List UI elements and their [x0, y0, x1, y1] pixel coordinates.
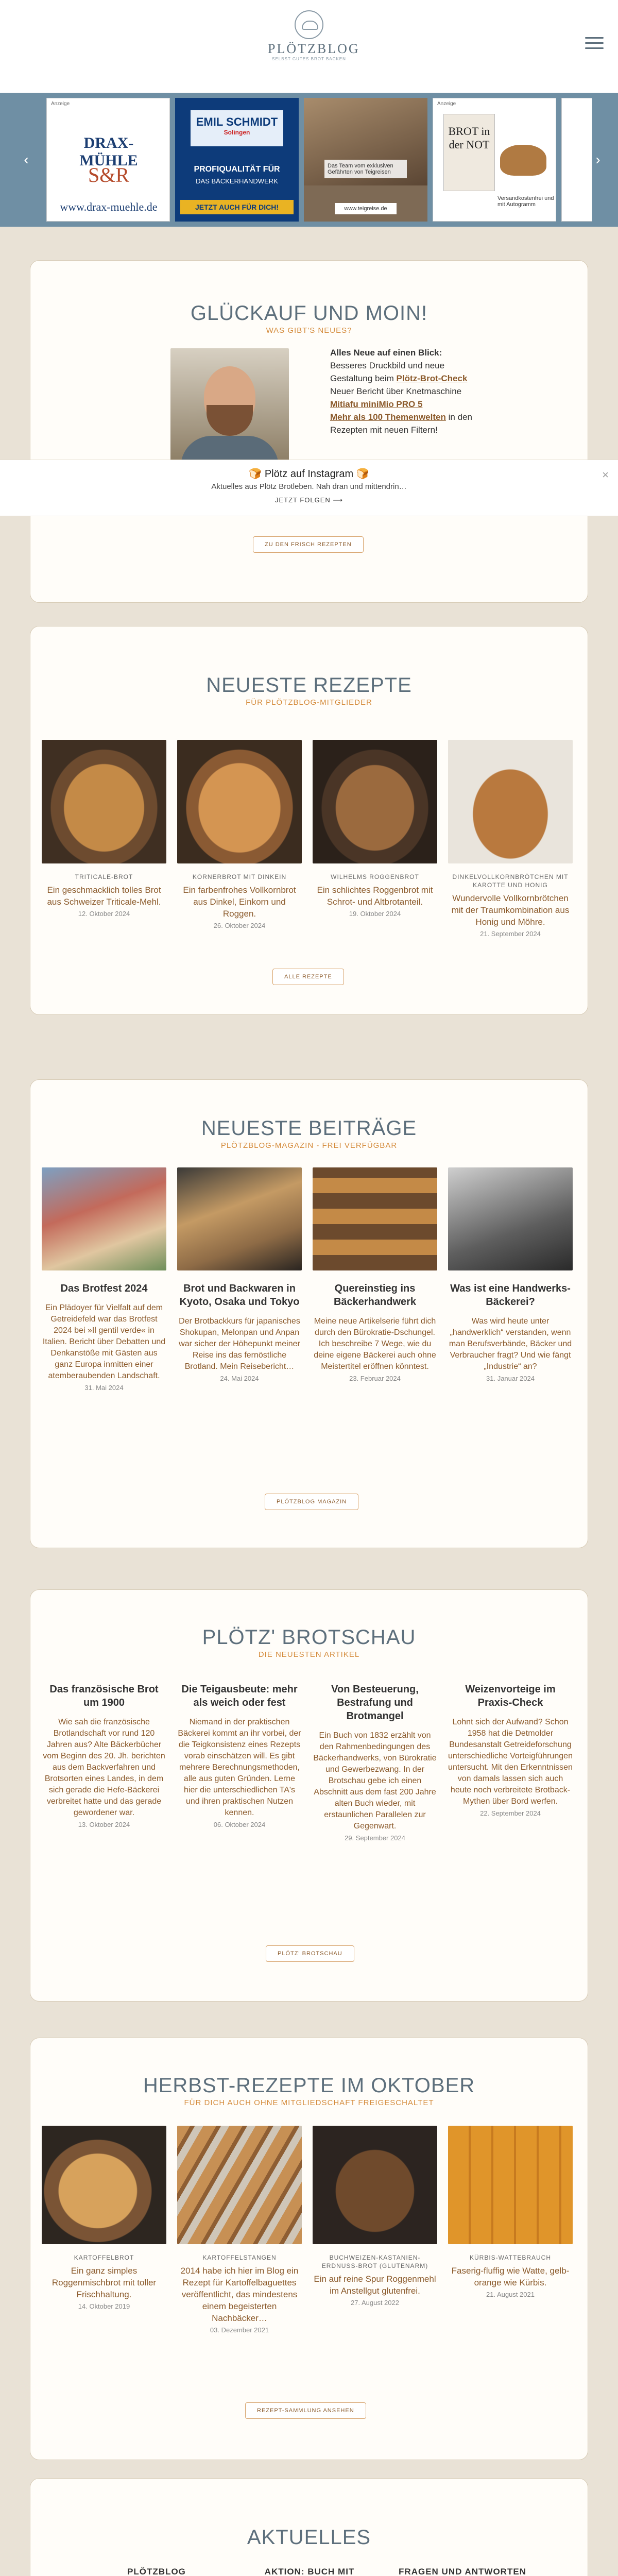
ad-line: PROFIQUALITÄT FÜR: [194, 165, 280, 174]
article-date: 29. September 2024: [345, 1834, 405, 1842]
autumn-title: HERBST-REZEPTE IM OKTOBER: [143, 2074, 475, 2097]
post-image: [313, 1167, 437, 1270]
recipe-image: [448, 2126, 573, 2244]
recipe-date: 19. Oktober 2024: [349, 910, 401, 918]
ad-logo: EMIL SCHMIDT Solingen: [191, 110, 283, 146]
intro-line: Besseres Druckbild und neue Gestaltung beim: [330, 361, 445, 383]
post-date: 31. Januar 2024: [486, 1375, 535, 1382]
post-body: Der Brotbackkurs für japanisches Shokupan, Melonpan und Anpan war sicher der Höhepunkt meiner Reise ins das fernöstliche Brotland. Mein Reisebericht…: [179, 1317, 300, 1371]
recipes-title: NEUESTE REZEPTE: [206, 674, 412, 697]
autumn-recipe-item[interactable]: [448, 2126, 573, 2298]
post-title: Das Brotfest 2024: [60, 1283, 148, 1294]
recipe-item[interactable]: [448, 740, 573, 938]
recipes-subtitle: FÜR PLÖTZBLOG-MITGLIEDER: [246, 698, 372, 707]
ad-emil-schmidt[interactable]: [175, 98, 299, 222]
recipe-tag: KÖRNERBROT MIT DINKEIN: [192, 873, 287, 880]
ad-tag: Anzeige: [435, 100, 458, 107]
recipe-item[interactable]: [42, 740, 166, 918]
news-item: [398, 2566, 527, 2576]
intro-line: Neuer Bericht über Knetmaschine: [330, 386, 462, 396]
post-item[interactable]: [313, 1167, 437, 1382]
recipe-tag: TRITICALE-BROT: [75, 873, 133, 880]
post-title: Quereinstieg ins Bäckerhandwerk: [333, 1283, 417, 1308]
article-title: Das französische Brot um 1900: [49, 1684, 159, 1708]
news-item: [245, 2566, 374, 2576]
recipe-image: [177, 2126, 302, 2244]
ad-book[interactable]: [433, 98, 556, 222]
close-icon[interactable]: ×: [602, 468, 609, 481]
recipe-date: 21. September 2024: [480, 930, 541, 938]
article-body: Wie sah die französische Brotlandschaft vor rund 120 Jahren aus? Alte Bäckerbücher vom Beginn des 20. Jh. berichten aus dem Backverfahren und Brotsorten eines Landes, in dem sich gerade die Hefe-Bäckerei verbreitet hatte und das gerade gewordener war.: [43, 1718, 165, 1817]
recipe-item[interactable]: [313, 740, 437, 918]
recipes-card: [30, 626, 588, 1015]
autumn-recipe-item[interactable]: [177, 2126, 302, 2334]
ad-caption: Versandkostenfrei und mit Autogramm: [497, 195, 554, 208]
recipe-desc: Ein geschmacklich tolles Brot aus Schweizer Triticale-Mehl.: [47, 885, 161, 907]
instagram-title: 🍞 Plötz auf Instagram 🍞: [249, 468, 369, 480]
magazine-button[interactable]: PLÖTZBLOG MAGAZIN: [265, 1494, 358, 1510]
recipe-tag: KARTOFFELBROT: [74, 2254, 134, 2261]
post-item[interactable]: [448, 1167, 573, 1382]
posts-subtitle: PLÖTZBLOG-MAGAZIN - FREI VERFÜGBAR: [220, 1141, 398, 1150]
brotschau-title: PLÖTZ' BROTSCHAU: [202, 1626, 416, 1649]
article-body: Ein Buch von 1832 erzählt von den Rahmenbedingungen des Bäckerhandwerks, von Bürokratie und Gewerbezwang. In der Brotschau gebe ich einen Abschnitt aus dem fast 200 Jahre alten Buch wieder, mit erstaunlichen Parallelen zur Gegenwart.: [313, 1731, 437, 1831]
recipe-image: [448, 740, 573, 863]
news-title: AKTUELLES: [247, 2526, 371, 2549]
recipe-desc: Ein auf reine Spur Roggenmehl im Anstellgut glutenfrei.: [314, 2274, 436, 2296]
recipe-date: 14. Oktober 2019: [78, 2302, 130, 2310]
recipe-image: [313, 740, 437, 863]
themenwelten-link[interactable]: Mehr als 100 Themenwelten: [330, 412, 446, 422]
ad-tag: Anzeige: [49, 100, 72, 107]
autumn-recipe-item[interactable]: [42, 2126, 166, 2310]
recipe-item[interactable]: [177, 740, 302, 929]
recipe-date: 26. Oktober 2024: [213, 922, 266, 929]
article-title: Von Besteuerung, Bestrafung und Brotmangel: [331, 1684, 419, 1722]
ad-text: Das Team vom exklusiven Gefährten von Teigreisen: [324, 160, 407, 178]
autumn-card: [30, 2038, 588, 2460]
recipe-date: 21. August 2021: [486, 2291, 535, 2298]
article-item[interactable]: [448, 1683, 573, 1817]
news-card: [30, 2478, 588, 2576]
ad-line: DAS BÄCKERHANDWERK: [196, 177, 278, 185]
post-body: Meine neue Artikelserie führt dich durch den Bürokratie-Dschungel. Ich beschreibe 7 Wege, wie du deine eigene Bäckerei auch ohne Meistertitel eröffnen könntest.: [314, 1317, 436, 1371]
intro-line: in den Rezepten mit neuen Filtern!: [330, 412, 472, 435]
post-item[interactable]: [177, 1167, 302, 1382]
intro-subtitle: WAS GIBT'S NEUES?: [266, 326, 352, 335]
recipe-desc: 2014 habe ich hier im Blog ein Rezept für Kartoffelbaguettes veröffentlicht, das mindestens einem begeisterten Nachbäcker…: [180, 2266, 299, 2323]
article-body: Lohnt sich der Aufwand? Schon 1958 hat die Detmolder Bundesanstalt Getreideforschung unterschiedliche Vorteigführungen untersucht. Mit den Erkenntnissen von damals lassen sich auch heute noch verbreitete Brotback-Mythen über Bord werfen.: [448, 1718, 573, 1806]
ad-brand: DRAX-MÜHLE: [79, 134, 138, 169]
instagram-banner: [0, 460, 618, 516]
bread-emblem-icon: [295, 10, 323, 39]
brotschau-button[interactable]: PLÖTZ' BROTSCHAU: [266, 1945, 354, 1962]
intro-title: GLÜCKAUF UND MOIN!: [190, 302, 428, 325]
brot-check-link[interactable]: Plötz-Brot-Check: [396, 374, 468, 383]
post-image: [177, 1167, 302, 1270]
recipe-desc: Ein farbenfrohes Vollkornbrot aus Dinkel, Einkorn und Roggen.: [183, 885, 296, 919]
brotschau-subtitle: DIE NEUESTEN ARTIKEL: [258, 1650, 360, 1659]
bread-image: [500, 145, 546, 176]
article-item[interactable]: [42, 1683, 166, 1828]
post-title: Brot und Backwaren in Kyoto, Osaka und Tokyo: [179, 1283, 300, 1308]
article-date: 13. Oktober 2024: [78, 1821, 130, 1828]
instagram-text: Aktuelles aus Plötz Brotleben. Nah dran und mittendrin…: [211, 482, 407, 491]
recipe-desc: Ein ganz simples Roggenmischbrot mit toller Frischhaltung.: [52, 2266, 157, 2299]
ad-mark: S&R: [88, 163, 130, 187]
news-item-title: FRAGEN UND ANTWORTEN: [399, 2567, 526, 2576]
knetmaschine-link[interactable]: Mitiafu miniMio PRO 5: [330, 399, 423, 409]
article-item[interactable]: [177, 1683, 302, 1828]
chevron-left-icon[interactable]: ‹: [24, 151, 29, 167]
recipe-image: [177, 740, 302, 863]
intro-card: [30, 260, 588, 603]
article-item[interactable]: [313, 1683, 437, 1842]
brotschau-card: [30, 1589, 588, 2002]
logo-text: PLÖTZBLOG: [268, 41, 360, 56]
post-image: [448, 1167, 573, 1270]
post-date: 31. Mai 2024: [84, 1384, 124, 1392]
ad-carousel: [0, 93, 618, 227]
chevron-right-icon[interactable]: ›: [595, 151, 600, 167]
intro-text: [330, 346, 485, 436]
recipe-tag: KÜRBIS-WATTEBRAUCH: [469, 2254, 551, 2261]
ad-cta[interactable]: www.teigreise.de: [335, 203, 397, 214]
site-logo[interactable]: [268, 10, 360, 61]
article-date: 22. September 2024: [480, 1809, 541, 1817]
recipe-desc: Faserig-fluffig wie Watte, gelb-orange wie Kürbis.: [451, 2266, 570, 2287]
autumn-subtitle: FÜR DICH AUCH OHNE MITGLIEDSCHAFT FREIGESCHALTET: [184, 2098, 434, 2107]
article-date: 06. Oktober 2024: [213, 1821, 266, 1828]
recipe-tag: KARTOFFELSTANGEN: [202, 2254, 277, 2261]
article-body: Niemand in der praktischen Bäckerei kommt an ihr vorbei, der die Teigkonsistenz eines Rezepts vorab einschätzen will. Es gibt mehrere Berechnungsmethoden, alle aus guten Gründen. Lerne hier die unterschiedlichen TA's und ihren praktischen Nutzen kennen.: [178, 1718, 301, 1817]
recipe-desc: Ein schlichtes Roggenbrot mit Schrot- und Altbrotanteil.: [317, 885, 433, 907]
article-title: Weizenvorteige im Praxis-Check: [465, 1684, 556, 1708]
news-item: [92, 2566, 221, 2576]
recipe-tag: BUCHWEIZEN-KASTANIEN-ERDNUSS-BROT (GLUTENARM): [321, 2254, 428, 2269]
site-header: [0, 0, 618, 93]
recipe-desc: Wundervolle Vollkornbrötchen mit der Traumkombination aus Honig und Möhre.: [451, 893, 570, 927]
news-item-title: AKTION: BUCH MIT: [264, 2567, 355, 2576]
post-date: 24. Mai 2024: [220, 1375, 259, 1382]
post-body: Ein Plädoyer für Vielfalt auf dem Getreidefeld war das Brotfest 2024 bei »Il gentil verde« in Italien. Bericht über Debatten und Denkanstöße mit Gästen aus ganz Europa inmitten einer atemberaubenden Landschaft.: [42, 1303, 166, 1380]
posts-card: [30, 1079, 588, 1548]
recipe-date: 03. Dezember 2021: [210, 2326, 269, 2334]
logo-subtitle: SELBST GUTES BROT BACKEN: [272, 57, 346, 61]
ad-drax-muehle[interactable]: [46, 98, 170, 222]
book-cover: BROT in der NOT: [443, 114, 495, 191]
hamburger-icon[interactable]: [585, 37, 604, 49]
ad-cta[interactable]: JETZT AUCH FÜR DICH!: [180, 200, 294, 214]
recipe-tag: WILHELMS ROGGENBROT: [331, 873, 419, 880]
author-photo: [170, 348, 289, 467]
ad-url: www.drax-muehle.de: [60, 200, 158, 213]
fresh-recipes-button[interactable]: ZU DEN FRISCH REZEPTEN: [253, 536, 364, 553]
news-item-title: PLÖTZBLOG: [127, 2567, 186, 2576]
post-image: [42, 1167, 166, 1270]
post-body: Was wird heute unter „handwerklich“ verstanden, wenn man Berufsverbände, Bäcker und Verbraucher fragt? Und wie fängt „Industrie“ an?: [449, 1317, 572, 1371]
recipe-image: [313, 2126, 437, 2244]
article-title: Die Teigausbeute: mehr als weich oder fest: [181, 1684, 298, 1708]
all-recipes-button[interactable]: ALLE REZEPTE: [272, 969, 344, 985]
intro-lead: Alles Neue auf einen Blick:: [330, 348, 442, 358]
post-date: 23. Februar 2024: [349, 1375, 401, 1382]
recipe-image: [42, 2126, 166, 2244]
posts-title: NEUESTE BEITRÄGE: [201, 1117, 417, 1140]
ad-teigreise[interactable]: [304, 98, 427, 222]
recipe-tag: DINKELVOLLKORNBRÖTCHEN MIT KAROTTE UND HONIG: [452, 873, 569, 889]
post-item[interactable]: [42, 1167, 166, 1392]
recipe-collection-button[interactable]: REZEPT-SAMMLUNG ANSEHEN: [245, 2402, 366, 2419]
follow-link[interactable]: JETZT FOLGEN ⟶: [274, 496, 344, 504]
recipe-date: 27. August 2022: [351, 2299, 399, 2307]
ad-partial[interactable]: [561, 98, 592, 222]
autumn-recipe-item[interactable]: [313, 2126, 437, 2307]
recipe-date: 12. Oktober 2024: [78, 910, 130, 918]
post-title: Was ist eine Handwerks-Bäckerei?: [450, 1283, 571, 1308]
recipe-image: [42, 740, 166, 863]
